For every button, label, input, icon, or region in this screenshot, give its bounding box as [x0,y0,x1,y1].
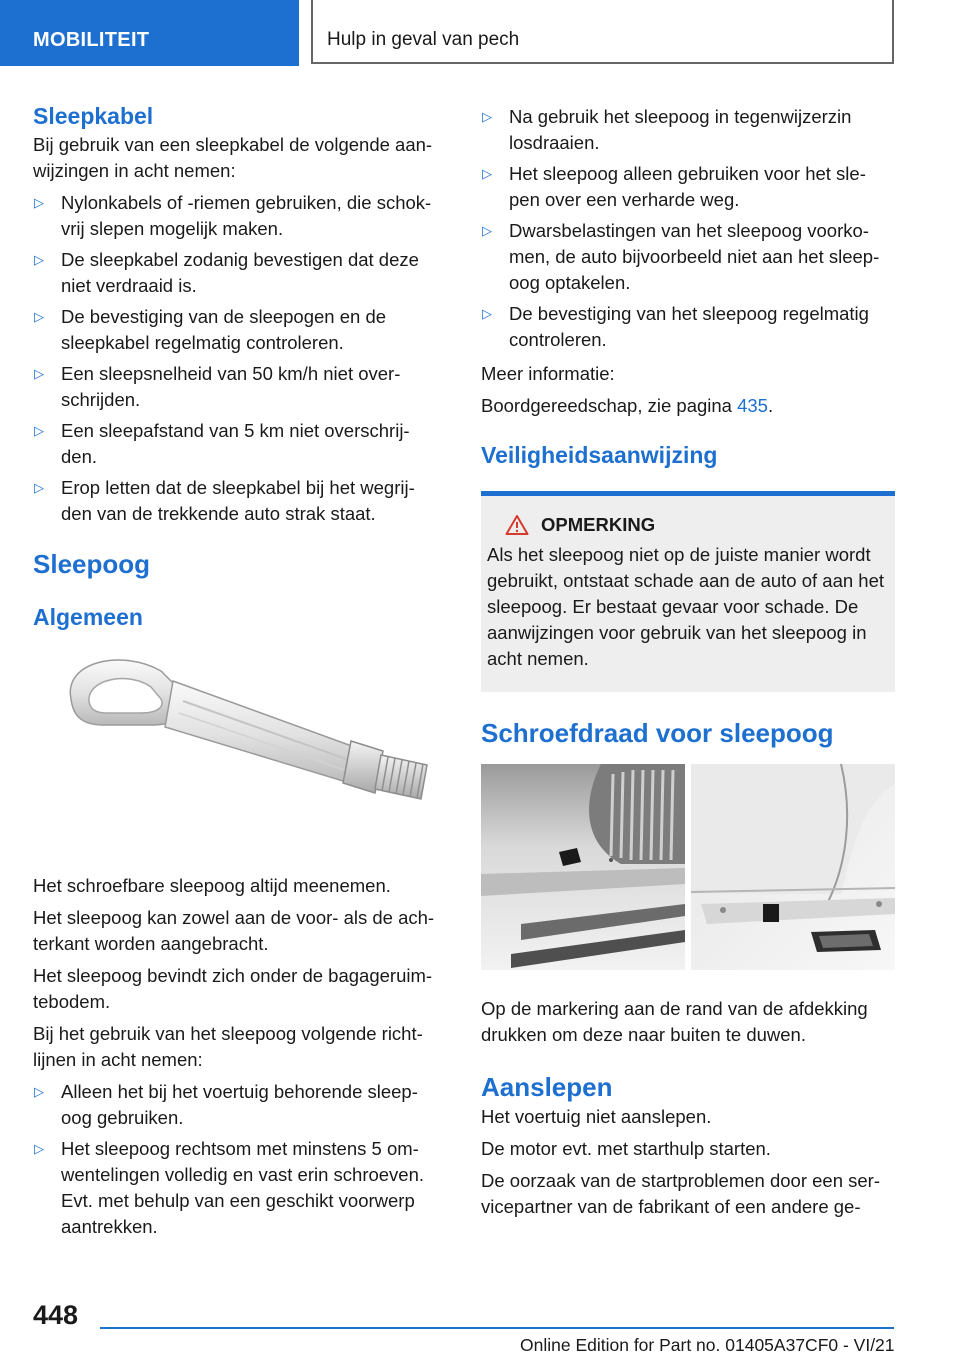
triangle-bullet-icon: ▷ [482,166,492,181]
list-item: ▷ De bevestiging van het sleepoog regelmatig controleren. [482,303,869,350]
list-item: ▷ Dwarsbelastingen van het sleepoog voorko-men, de auto bijvoorbeeld niet aan het sleep-oog optakelen. [482,220,880,293]
list-item: ▷ Erop letten dat de sleepkabel bij het wegrij-den van de trekkende auto strak staat. [34,477,415,524]
triangle-bullet-icon: ▷ [34,1084,44,1099]
sleepkabel-intro: Bij gebruik van een sleepkabel de volgende aan-wijzingen in acht nemen: [33,134,433,181]
heading-sleepkabel: Sleepkabel [33,103,154,129]
notice-label: OPMERKING [541,514,656,535]
triangle-bullet-icon: ▷ [482,223,492,238]
schroefdraad-text: Op de markering aan de rand van de afdekking drukken om deze naar buiten te duwen. [481,998,868,1045]
page-header [0,0,960,66]
page-number: 448 [33,1300,79,1330]
sleepoog-list [33,1079,445,1240]
edition-label: Online Edition for Part no. 01405A37CF0 - VI/21 [520,1335,895,1355]
paragraph: De oorzaak van de startproblemen door een ser-vicepartner van de fabrikant of een andere ge- [481,1170,880,1217]
heading-aanslepen: Aanslepen [481,1072,613,1102]
paragraph: Het sleepoog kan zowel aan de voor- als de ach-terkant worden aangebracht. [33,907,435,954]
paragraph: Het voertuig niet aanslepen. [481,1106,712,1127]
left-column [33,100,445,1245]
paragraph: Het schroefbare sleepoog altijd meenemen. [33,875,391,896]
heading-veiligheidsaanwijzing: Veiligheidsaanwijzing [481,442,718,468]
list-item: ▷ Na gebruik het sleepoog in tegenwijzerzin losdraaien. [482,106,852,153]
cross-reference: Boordgereedschap, zie pagina 435. [481,395,774,416]
sleepoog-usage-list [481,104,895,353]
section-label: MOBILITEIT [33,29,150,51]
list-item: ▷ Het sleepoog alleen gebruiken voor het sle-pen over een verharde weg. [482,163,866,210]
triangle-bullet-icon: ▷ [34,195,44,210]
meer-informatie-label: Meer informatie: [481,363,615,384]
notice-box [481,491,895,692]
triangle-bullet-icon: ▷ [34,309,44,324]
footer-divider [100,1327,894,1329]
heading-sleepoog: Sleepoog [33,549,151,579]
notice-text: Als het sleepoog niet op de juiste manier wordt gebruikt, ontstaat schade aan de auto of aan het sleepoog. Er bestaat gevaar voor schade. De aanwijzingen voor gebruik van het sleepoog in acht nemen. [487,544,885,669]
list-item: ▷ Nylonkabels of -riemen gebruiken, die schok-vrij slepen mogelijk maken. [34,192,432,239]
triangle-bullet-icon: ▷ [482,306,492,321]
triangle-bullet-icon: ▷ [34,423,44,438]
tow-eye-icon [33,641,445,869]
tow-thread-photos [481,764,895,970]
paragraph: Bij het gebruik van het sleepoog volgende richt-lijnen in acht nemen: [33,1023,423,1070]
paragraph: Het sleepoog bevindt zich onder de bagageruim-tebodem. [33,965,433,1012]
list-item: ▷ Een sleepsnelheid van 50 km/h niet over-schrijden. [34,363,401,410]
notice-header [487,514,887,536]
paragraph: De motor evt. met starthulp starten. [481,1138,771,1159]
list-item: ▷ Het sleepoog rechtsom met minstens 5 om-wentelingen volledig en vast erin schroeven. Evt. met behulp van een geschikt voorwerp aantrekken. [34,1138,425,1237]
list-item: ▷ De bevestiging van de sleepogen en de sleepkabel regelmatig controleren. [34,306,387,353]
chapter-label: Hulp in geval van pech [327,29,520,50]
list-item: ▷ De sleepkabel zodanig bevestigen dat deze niet verdraaid is. [34,249,419,296]
heading-algemeen: Algemeen [33,604,143,630]
heading-schroefdraad: Schroefdraad voor sleepoog [481,718,834,748]
warning-triangle-icon [505,514,529,536]
sleepkabel-list [33,190,445,527]
right-column [481,100,895,1220]
triangle-bullet-icon: ▷ [34,252,44,267]
triangle-bullet-icon: ▷ [34,366,44,381]
triangle-bullet-icon: ▷ [482,109,492,124]
chapter-box [311,0,894,64]
triangle-bullet-icon: ▷ [34,480,44,495]
car-bumper-photo-icon [481,764,895,970]
page-reference-link[interactable]: 435 [737,395,768,416]
list-item: ▷ Alleen het bij het voertuig behorende sleep-oog gebruiken. [34,1081,418,1128]
list-item: ▷ Een sleepafstand van 5 km niet overschrij-den. [34,420,410,467]
section-tab [0,0,299,66]
tow-eye-illustration [33,641,445,869]
triangle-bullet-icon: ▷ [34,1141,44,1156]
